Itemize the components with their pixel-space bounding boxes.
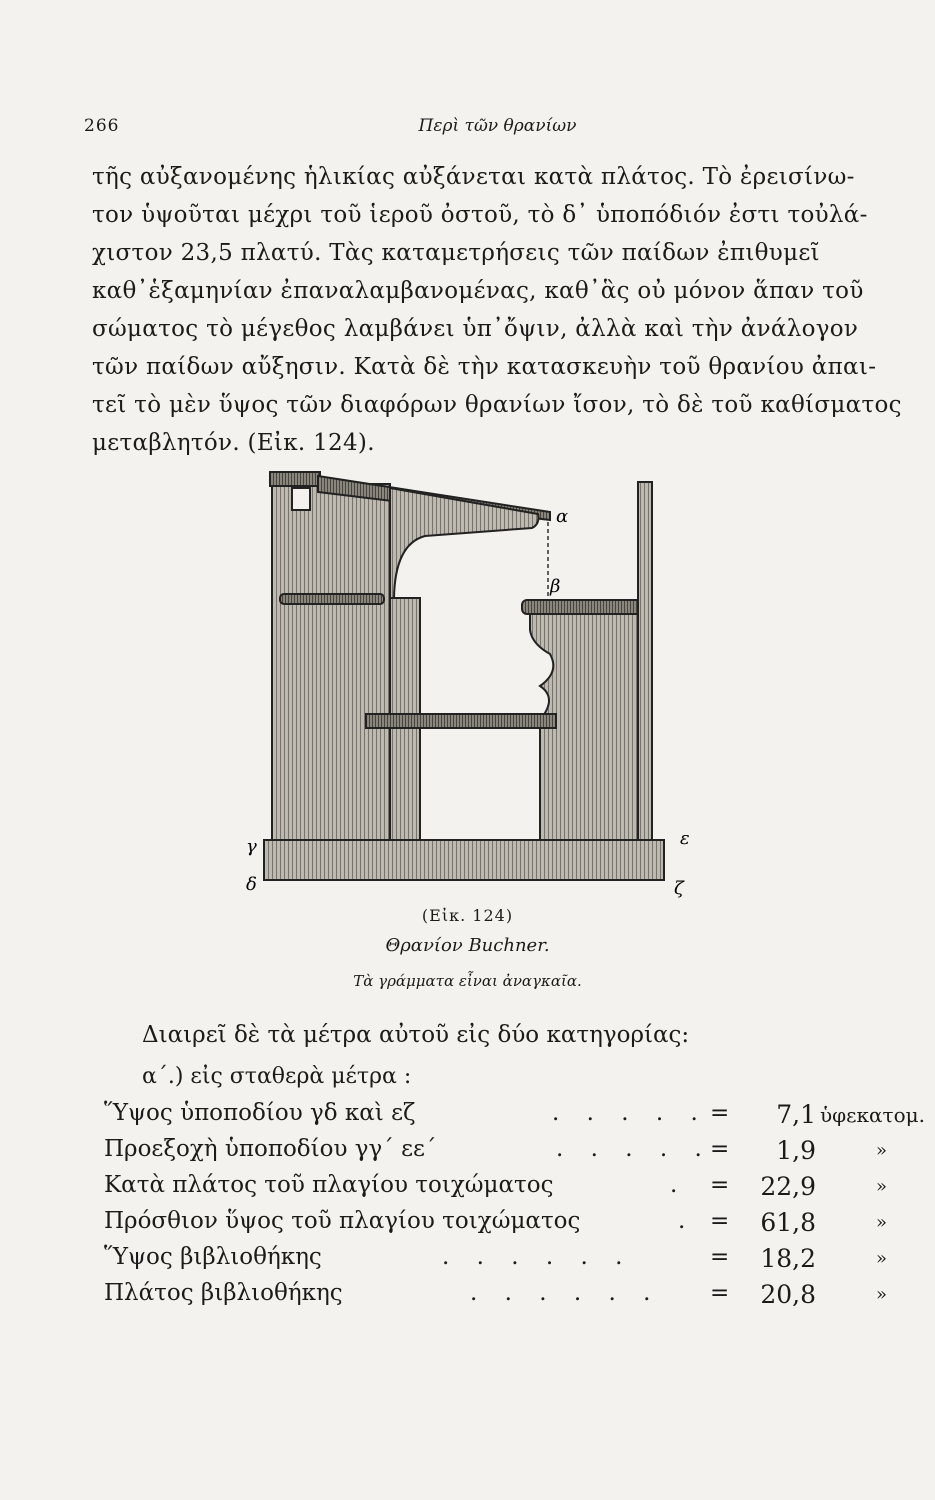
bench-seat (522, 600, 642, 614)
label-gamma: γ (246, 836, 257, 857)
label-zeta: ζ (674, 878, 684, 899)
ditto-mark: » (876, 1176, 888, 1197)
equals-sign: = (710, 1172, 730, 1198)
figure-number: (Εἰκ. 124) (421, 906, 514, 925)
desk-overhang (390, 488, 538, 598)
ditto-mark: » (876, 1212, 888, 1233)
measure-label: Πλάτος βιβλιοθήκης (104, 1280, 343, 1306)
measure-label: Ὕψος βιβλιοθήκης (104, 1244, 322, 1270)
equals-sign: = (710, 1244, 730, 1270)
figure-title: Θρανίον Buchner. (385, 935, 550, 956)
measure-row (104, 1172, 888, 1208)
measure-value: 20,8 (760, 1280, 816, 1309)
measure-unit: ὑφεκατομ. (820, 1103, 925, 1127)
label-delta: δ (246, 874, 257, 895)
measure-value: 1,9 (776, 1136, 816, 1165)
body-line: μεταβλητόν. (Εἰκ. 124). (92, 430, 375, 456)
measure-value: 18,2 (760, 1244, 816, 1273)
equals-sign: = (710, 1208, 730, 1234)
figure-note: Τὰ γράμματα εἶναι ἀναγκαῖα. (353, 972, 582, 990)
body-line: τεῖ τὸ μὲν ὕψος τῶν διαφόρων θρανίων ἴσον, τὸ δὲ τοῦ καθίσματος (92, 392, 902, 418)
measure-row (104, 1280, 888, 1316)
leader-dots: . . . . . . (470, 1280, 661, 1306)
ditto-mark: » (876, 1284, 888, 1305)
inkwell (292, 488, 310, 510)
equals-sign: = (710, 1280, 730, 1306)
equals-sign: = (710, 1136, 730, 1162)
measure-row (104, 1244, 888, 1280)
measure-label: Κατὰ πλάτος τοῦ πλαγίου τοιχώματος (104, 1172, 554, 1198)
bookshelf (280, 594, 384, 604)
bench-backrest (638, 482, 652, 842)
measure-value: 7,1 (776, 1100, 816, 1129)
leader-dots: . (670, 1172, 688, 1198)
running-title: Περὶ τῶν θρανίων (418, 116, 577, 136)
measure-row (104, 1100, 925, 1136)
label-epsilon: ε (680, 828, 690, 849)
body-line: σώματος τὸ μέγεθος λαμβάνει ὑπ᾽ὄψιν, ἀλλὰ καὶ τὴν ἀνάλογον (92, 316, 859, 342)
measure-value: 22,9 (760, 1172, 816, 1201)
measure-value: 61,8 (760, 1208, 816, 1237)
body-line: καθ᾽ἑξαμηνίαν ἐπαναλαμβανομένας, καθ᾽ἃς οὐ μόνον ἅπαν τοῦ (92, 278, 864, 304)
page-number: 266 (84, 116, 120, 136)
body-line: τῆς αὐξανομένης ἡλικίας αὐξάνεται κατὰ πλάτος. Τὸ ἐρεισίνω- (92, 164, 855, 190)
measure-label: Ὕψος ὑποποδίου γδ καὶ εζ (104, 1100, 416, 1126)
leader-dots: . . . . . (556, 1136, 712, 1162)
measure-row (104, 1136, 888, 1172)
measures-subhead: α΄.) εἰς σταθερὰ μέτρα : (142, 1064, 412, 1089)
desk-illustration (240, 458, 700, 908)
base-board (264, 840, 664, 880)
body-paragraph (92, 158, 902, 462)
measure-label: Πρόσθιον ὕψος τοῦ πλαγίου τοιχώματος (104, 1208, 581, 1234)
body-line: τον ὑψοῦται μέχρι τοῦ ἱεροῦ ὀστοῦ, τὸ δ᾽ ὑποπόδιόν ἐστι τοὐλά- (92, 202, 868, 228)
equals-sign: = (710, 1100, 730, 1126)
label-b: β (550, 576, 561, 597)
leader-dots: . (678, 1208, 696, 1234)
ditto-mark: » (876, 1248, 888, 1269)
measure-row (104, 1208, 888, 1244)
body-line: χιστον 23,5 πλατύ. Τὰς καταμετρήσεις τῶν παίδων ἐπιθυμεῖ (92, 240, 820, 266)
body-line: τῶν παίδων αὔξησιν. Κατὰ δὲ τὴν κατασκευὴν τοῦ θρανίου ἀπαι- (92, 354, 877, 380)
leader-dots: . . . . . . (442, 1244, 633, 1270)
desk-top-rail (270, 472, 320, 486)
measures-intro: Διαιρεῖ δὲ τὰ μέτρα αὐτοῦ εἰς δύο κατηγορίας: (142, 1022, 690, 1048)
ditto-mark: » (876, 1140, 888, 1161)
measure-label: Προεξοχὴ ὑποποδίου γγ΄ εε΄ (104, 1136, 437, 1162)
leader-dots: . . . . . (552, 1100, 708, 1126)
label-a: α (556, 506, 569, 527)
desk-panel (272, 484, 390, 840)
foot-rest (366, 714, 556, 728)
